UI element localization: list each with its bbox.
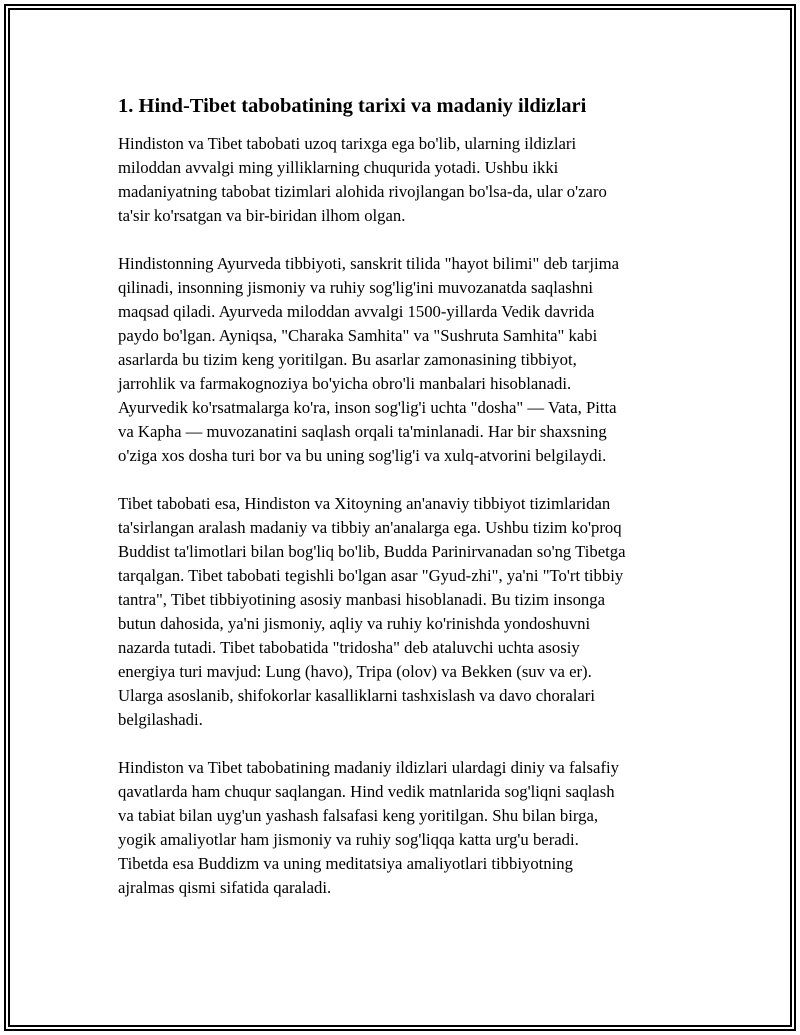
text-line: jarrohlik va farmakognoziya bo'yicha obro'li manbalari hisoblanadi.	[118, 374, 572, 393]
text-line: qavatlarda ham chuqur saqlangan. Hind vedik matnlarida sog'liqni saqlash	[118, 782, 615, 801]
text-line: qilinadi, insonning jismoniy va ruhiy sog'lig'ini muvozanatda saqlashni	[118, 278, 594, 297]
text-line: va Kapha — muvozanatini saqlash orqali ta'minlanadi. Har bir shaxsning	[118, 422, 607, 441]
paragraph-ayurveda	[118, 252, 686, 468]
text-line: butun dahosida, ya'ni jismoniy, aqliy va ruhiy ko'rinishda yondoshuvni	[118, 614, 591, 633]
paragraph-cultural-roots	[118, 756, 686, 900]
text-line: Ayurvedik ko'rsatmalarga ko'ra, inson sog'lig'i uchta "dosha" — Vata, Pitta	[118, 398, 617, 417]
text-line: va tabiat bilan uyg'un yashash falsafasi keng yoritilgan. Shu bilan birga,	[118, 806, 599, 825]
text-line: ta'sir ko'rsatgan va bir-biridan ilhom olgan.	[118, 206, 406, 225]
document-body	[118, 90, 686, 900]
text-line: Hindiston va Tibet tabobatining madaniy ildizlari ulardagi diniy va falsafiy	[118, 758, 619, 777]
text-line: paydo bo'lgan. Ayniqsa, "Charaka Samhita" va "Sushruta Samhita" kabi	[118, 326, 598, 345]
text-line: Hindistonning Ayurveda tibbiyoti, sanskrit tilida "hayot bilimi" deb tarjima	[118, 254, 620, 273]
text-line: asarlarda bu tizim keng yoritilgan. Bu asarlar zamonasining tibbiyot,	[118, 350, 577, 369]
text-line: Hindiston va Tibet tabobati uzoq tarixga ega bo'lib, ularning ildizlari	[118, 134, 577, 153]
paragraph-history-intro	[118, 132, 686, 228]
text-line: ajralmas qismi sifatida qaraladi.	[118, 878, 332, 897]
text-line: energiya turi mavjud: Lung (havo), Tripa (olov) va Bekken (suv va er).	[118, 662, 592, 681]
text-line: maqsad qiladi. Ayurveda miloddan avvalgi 1500-yillarda Vedik davrida	[118, 302, 595, 321]
text-line: Buddist ta'limotlari bilan bog'liq bo'lib, Budda Parinirvanadan so'ng Tibetga	[118, 542, 626, 561]
text-line: tantra", Tibet tibbiyotining asosiy manbasi hisoblanadi. Bu tizim insonga	[118, 590, 606, 609]
text-line: yogik amaliyotlar ham jismoniy va ruhiy sog'liqqa katta urg'u beradi.	[118, 830, 579, 849]
section-heading: 1. Hind-Tibet tabobatining tarixi va madaniy ildizlari	[118, 95, 587, 117]
text-line: o'ziga xos dosha turi bor va bu uning sog'lig'i va xulq-atvorini belgilaydi.	[118, 446, 607, 465]
text-line: tarqalgan. Tibet tabobati tegishli bo'lgan asar "Gyud-zhi", ya'ni "To'rt tibbiy	[118, 566, 624, 585]
text-line: belgilashadi.	[118, 710, 203, 729]
text-line: madaniyatning tabobat tizimlari alohida rivojlangan bo'lsa-da, ular o'zaro	[118, 182, 607, 201]
text-line: miloddan avvalgi ming yilliklarning chuqurida yotadi. Ushbu ikki	[118, 158, 559, 177]
text-line: Tibet tabobati esa, Hindiston va Xitoyning an'anaviy tibbiyot tizimlaridan	[118, 494, 611, 513]
text-line: ta'sirlangan aralash madaniy va tibbiy an'analarga ega. Ushbu tizim ko'proq	[118, 518, 622, 537]
text-line: Ularga asoslanib, shifokorlar kasalliklarni tashxislash va davo choralari	[118, 686, 596, 705]
text-line: Tibetda esa Buddizm va uning meditatsiya amaliyotlari tibbiyotning	[118, 854, 573, 873]
paragraph-tibetan-medicine	[118, 492, 686, 732]
text-line: nazarda tutadi. Tibet tabobatida "tridosha" deb ataluvchi uchta asosiy	[118, 638, 580, 657]
